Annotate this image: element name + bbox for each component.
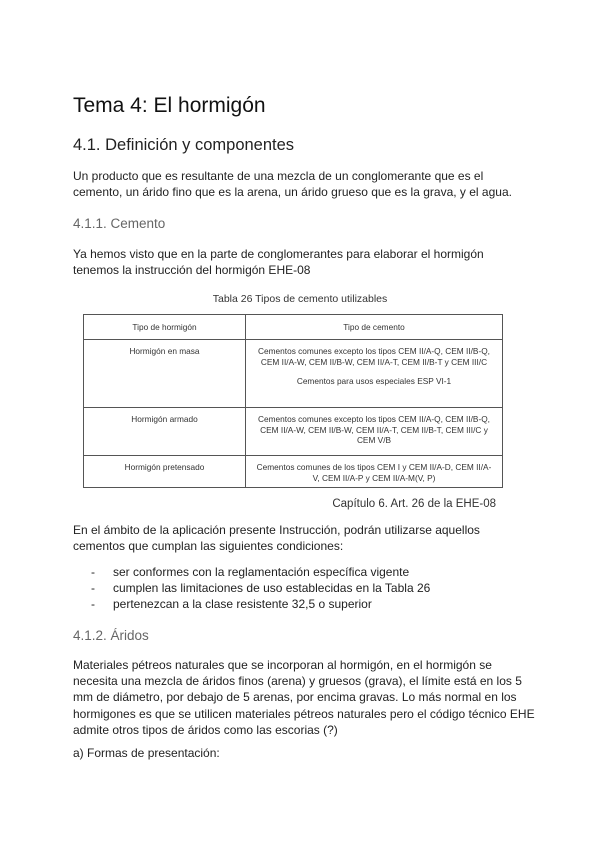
table-cell-type: Hormigón en masa xyxy=(84,340,246,408)
list-item-text: pertenezcan a la clase resistente 32,5 o superior xyxy=(113,597,372,612)
table-header-row xyxy=(84,315,503,340)
list-item-text: cumplen las limitaciones de uso establecidas en la Tabla 26 xyxy=(113,581,431,596)
ambito-paragraph: En el ámbito de la aplicación presente Instrucción, podrán utilizarse aquellos cementos que cumplan las siguientes condiciones: xyxy=(73,523,480,554)
table-cell-type: Hormigón armado xyxy=(84,408,246,456)
intro-paragraph: Un producto que es resultante de una mezcla de un conglomerante que es el cemento, un árido fino que es la arena, un árido grueso que es la grava, y el agua. xyxy=(73,169,512,200)
table-caption: Tabla 26 Tipos de cemento utilizables xyxy=(212,293,388,305)
cement-description: Cementos comunes excepto los tipos CEM II/A-Q, CEM II/B-Q, CEM II/A-W, CEM II/B-W, CEM II/A-T, CEM II/B-T, CEM III/C y CEM V/B xyxy=(258,414,490,445)
bullet-dash: - xyxy=(91,581,95,596)
cement-description: Cementos comunes de los tipos CEM I y CEM II/A-D, CEM II/A-V, CEM II/A-P y CEM II/A-M(V, P) xyxy=(256,462,492,483)
table-cell-cement xyxy=(246,456,503,488)
table-cell-cement xyxy=(246,408,503,456)
table-header-cell: Tipo de cemento xyxy=(246,315,503,340)
table-row xyxy=(84,340,503,408)
table-cell-type: Hormigón pretensado xyxy=(84,456,246,488)
bullet-dash: - xyxy=(91,597,95,612)
subsection-heading-aridos: 4.1.2. Áridos xyxy=(73,628,149,643)
list-item xyxy=(73,596,430,612)
table-header-cell: Tipo de hormigón xyxy=(84,315,246,340)
table-cell-cement xyxy=(246,340,503,408)
formas-paragraph: a) Formas de presentación: xyxy=(73,746,220,760)
cemento-paragraph: Ya hemos visto que en la parte de conglomerantes para elaborar el hormigón tenemos la instrucción del hormigón EHE-08 xyxy=(73,247,484,278)
subsection-heading-cemento: 4.1.1. Cemento xyxy=(73,216,166,231)
cement-description: Cementos comunes excepto los tipos CEM II/A-Q, CEM II/B-Q, CEM II/A-W, CEM II/B-W, CEM II/A-T, CEM II/B-T y CEM III/C xyxy=(258,346,490,367)
list-item xyxy=(73,564,430,580)
table-row xyxy=(84,408,503,456)
bullet-dash: - xyxy=(91,565,95,579)
table-row xyxy=(84,456,503,488)
aridos-paragraph: Materiales pétreos naturales que se incorporan al hormigón, en el hormigón se necesita una mezcla de áridos finos (arena) y gruesos (grava), el límite está en los 5 mm de diámetro, por debajo de 5 arenas, por encima gravas. Lo más normal en los hormigones es que se utilicen materiales pétreos naturales pero el código técnico EHE admite otros tipos de áridos como las escorias (?) xyxy=(73,658,535,737)
cement-types-table xyxy=(83,314,503,488)
page-title: Tema 4: El hormigón xyxy=(73,94,266,117)
section-heading: 4.1. Definición y componentes xyxy=(73,136,295,154)
list-item-text: ser conformes con la reglamentación específica vigente xyxy=(113,565,410,579)
conditions-list xyxy=(73,564,430,613)
table-source: Capítulo 6. Art. 26 de la EHE-08 xyxy=(332,498,496,510)
cement-extra: Cementos para usos especiales ESP VI-1 xyxy=(296,376,452,386)
list-item xyxy=(73,580,430,596)
